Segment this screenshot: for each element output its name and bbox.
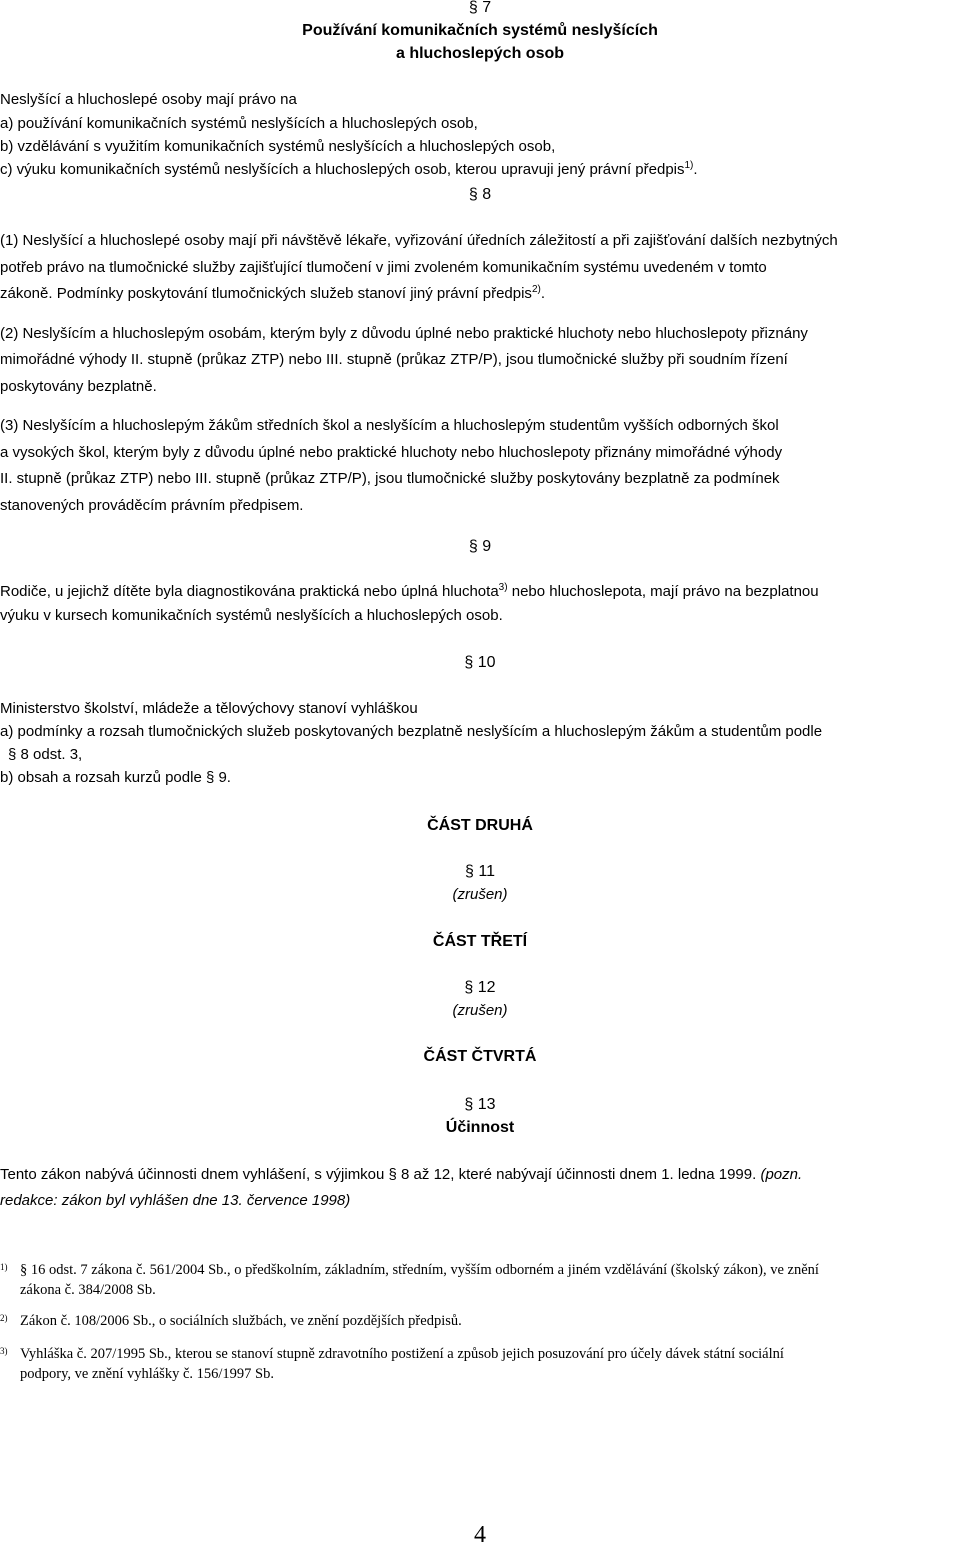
section-10-item-a: a) podmínky a rozsah tlumočnických služeb poskytovaných bezplatně neslyšícím a hluchoslepým žákům a studentům podle <box>0 723 823 740</box>
section-13-subtitle: Účinnost <box>445 1119 515 1136</box>
section-8-heading: § 8 <box>468 186 492 203</box>
section-8-p1-line1: (1) Neslyšící a hluchoslepé osoby mají při návštěvě lékaře, vyřizování úředních záležitostí a při zajišťování dalších nezbytných <box>0 232 838 249</box>
section-7-title-line2: a hluchoslepých osob <box>395 45 565 62</box>
footnote-3: 3) Vyhláška č. 207/1995 Sb., kterou se stanoví stupně zdravotního postižení a způsob jejich posuzování pro účely dávek státní sociální <box>0 1346 784 1362</box>
part-3-title: ČÁST TŘETÍ <box>432 933 528 950</box>
footnote-1-mark: 1) <box>0 1262 8 1272</box>
effect-line1: Tento zákon nabývá účinnosti dnem vyhlášení, s výjimkou § 8 až 12, které nabývají účinnosti dnem 1. ledna 1999. (pozn. <box>0 1166 803 1183</box>
section-9-line2: výuku v kursech komunikačních systémů neslyšících a hluchoslepých osob. <box>0 607 503 624</box>
part-2-title: ČÁST DRUHÁ <box>427 817 533 834</box>
section-8-p1-line3: zákoně. Podmínky poskytování tlumočnických služeb stanoví jiný právní předpis$^{2)}$. <box>0 284 546 302</box>
section-8-p3-line2: a vysokých škol, kterým byly z důvodu úplné nebo praktické hluchoty nebo hluchoslepoty přiznány mimořádné výhody <box>0 444 783 461</box>
section-8-p3-line3: II. stupně (průkaz ZTP) nebo III. stupně (průkaz ZTP/P), jsou tlumočnické služby poskytovány bezplatně za podmínek <box>0 470 780 487</box>
section-7-title-line1: Používání komunikačních systémů neslyšících <box>302 22 658 39</box>
footnote-ref-3: 3) <box>498 582 508 593</box>
section-8-p3-line1: (3) Neslyšícím a hluchoslepým žákům středních škol a neslyšícím a hluchoslepým studentům vyšších odborných škol <box>0 417 779 434</box>
section-10-line1: Ministerstvo školství, mládeže a tělovýchovy stanoví vyhláškou <box>0 700 418 717</box>
section-7-heading: § 7 <box>468 0 492 16</box>
section-7-intro: Neslyšící a hluchoslepé osoby mají právo na <box>0 91 297 108</box>
section-8-p3-line4: stanovených prováděcím právním předpisem. <box>0 497 304 514</box>
section-8-p1-line2: potřeb právo na tlumočnické služby zajišťující tlumočení v jimi zvoleném komunikačním systému uvedeném v tomto <box>0 259 767 276</box>
section-12-note: (zrušen) <box>452 1002 508 1019</box>
section-7-item-a: a) používání komunikačních systémů neslyšících a hluchoslepých osob, <box>0 115 478 132</box>
section-9-line1: Rodiče, u jejichž dítěte byla diagnostikována praktická nebo úplná hluchota$^{3)}$ nebo hluchoslepota, mají právo na bezplatnou <box>0 582 819 600</box>
part-4-title: ČÁST ČTVRTÁ <box>423 1048 537 1065</box>
footnote-3-mark: 3) <box>0 1346 8 1356</box>
section-7-item-b: b) vzdělávání s využitím komunikačních systémů neslyšících a hluchoslepých osob, <box>0 138 556 155</box>
footnote-ref-1: 1) <box>684 160 694 171</box>
effect-line2: redakce: zákon byl vyhlášen dne 13. července 1998) <box>0 1192 351 1209</box>
section-7-item-c: c) výuku komunikačních systémů neslyšících a hluchoslepých osob, kterou upravuji jený právní předpis$^{1)}$. <box>0 160 698 178</box>
footnote-ref-2: 2) <box>531 284 541 295</box>
section-8-p2-line3: poskytovány bezplatně. <box>0 378 157 395</box>
section-13-heading: § 13 <box>464 1096 496 1113</box>
footnote-2-mark: 2) <box>0 1313 8 1323</box>
document-page: § 7 Používání komunikačních systémů neslyšících a hluchoslepých osob Neslyšící a hluchoslepé osoby mají právo na a) používání komunikačních systémů neslyšících a hluchoslepých osob, b) vzdělávání s využitím komunikačních systémů neslyšících a hluchoslepých osob, c) výuku komunikačních systémů neslyšících a hluchoslepých osob, kterou upravuji jený právní předpis$^{1)}$. § 8 (1) Neslyšící a hluchoslepé osoby mají při návštěvě lékaře, vyřizování úředních záležitostí a při zajišťování dalších nezbytných potřeb právo na tlumočnické služby zajišťující tlumočení v jimi zvoleném komunikačním systému uvedeném v tomto zákoně. Podmínky poskytování tlumočnických služeb stanoví jiný právní předpis$^{2)}$. (2) Neslyšícím a hluchoslepým osobám, kterým byly z důvodu úplné nebo praktické hluchoty nebo hluchoslepoty přiznány mimořádné výhody II. stupně (průkaz ZTP) nebo III. stupně (průkaz ZTP/P), jsou tlumočnické služby při soudním řízení poskytovány bezplatně. (3) Neslyšícím a hluchoslepým žákům středních škol a neslyšícím a hluchoslepým studentům vyšších odborných škol a vysokých škol, kterým byly z důvodu úplné nebo praktické hluchoty nebo hluchoslepoty přiznány mimořádné výhody II. stupně (průkaz ZTP) nebo III. stupně (průkaz ZTP/P), jsou tlumočnické služby poskytovány bezplatně za podmínek stanovených prováděcím právním předpisem. § 9 Rodiče, u jejichž dítěte byla diagnostikována praktická nebo úplná hluchota$^{3)}$ nebo hluchoslepota, mají právo na bezplatnou výuku v kursech komunikačních systémů neslyšících a hluchoslepých osob. § 10 Ministerstvo školství, mládeže a tělovýchovy stanoví vyhláškou a) podmínky a rozsah tlumočnických služeb poskytovaných bezplatně neslyšícím a hluchoslepým žákům a studentům podle § 8 odst. 3, b) obsah a rozsah kurzů podle § 9. ČÁST DRUHÁ § 11 (zrušen) ČÁST TŘETÍ § 12 (zrušen) ČÁST ČTVRTÁ § 13 Účinnost Tento zákon nabývá účinnosti dnem vyhlášení, s výjimkou § 8 až 12, které nabývají účinnosti dnem 1. ledna 1999. (pozn. redakce: zákon byl vyhlášen dne 13. července 1998) 1) § 16 odst. 7 zákona č. 561/2004 Sb., o předškolním, základním, středním, vyšším odborném a jiném vzdělávání (školský zákon), ve znění zákona č. 384/2008 Sb. 2) Zákon č. 108/2006 Sb., o sociálních službách, ve znění pozdějších předpisů. 3) Vyhláška č. 207/1995 Sb., kterou se stanoví stupně zdravotního postižení a způsob jejich posuzování pro účely dávek státní sociální podpory, ve znění vyhlášky č. 156/1997 Sb. 4 <box>0 0 960 1550</box>
section-8-p2-line1: (2) Neslyšícím a hluchoslepým osobám, kterým byly z důvodu úplné nebo praktické hluchoty nebo hluchoslepoty přiznány <box>0 325 808 342</box>
footnote-2: 2) Zákon č. 108/2006 Sb., o sociálních službách, ve znění pozdějších předpisů. <box>0 1313 462 1329</box>
section-10-heading: § 10 <box>464 654 496 671</box>
section-9-heading: § 9 <box>468 538 492 555</box>
section-10-item-b: b) obsah a rozsah kurzů podle § 9. <box>0 769 231 786</box>
section-10-item-a-cont: § 8 odst. 3, <box>8 746 83 763</box>
section-8-p2-line2: mimořádné výhody II. stupně (průkaz ZTP) nebo III. stupně (průkaz ZTP/P), jsou tlumočnické služby při soudním řízení <box>0 351 788 368</box>
page-number: 4 <box>474 1522 486 1548</box>
section-11-note: (zrušen) <box>452 886 508 903</box>
section-12-heading: § 12 <box>464 979 496 996</box>
footnote-1: 1) § 16 odst. 7 zákona č. 561/2004 Sb., o předškolním, základním, středním, vyšším odborném a jiném vzdělávání (školský zákon), ve znění <box>0 1262 819 1278</box>
section-11-heading: § 11 <box>465 863 495 880</box>
